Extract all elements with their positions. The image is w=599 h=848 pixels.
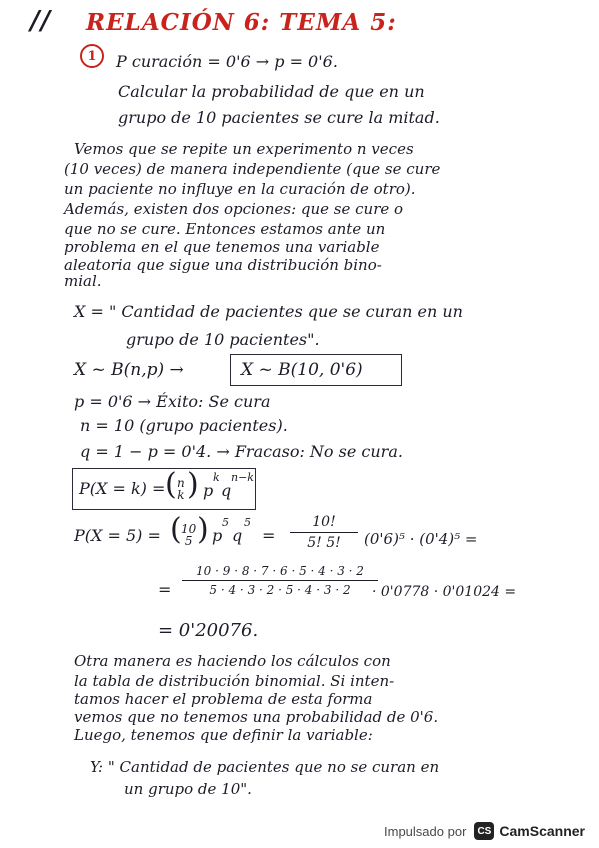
calc-frac1-bar	[290, 532, 358, 533]
problem-number-badge	[80, 44, 104, 68]
y-definition-line1: Y: " Cantidad de pacientes que no se curan en	[90, 758, 440, 776]
calc-binom-close: )	[197, 512, 209, 547]
x-definition-line1: X = " Cantidad de pacientes que se curan en un	[74, 302, 463, 321]
calc-q-exp: 5	[244, 516, 251, 529]
distribution-specific: X ~ B(10, 0'6)	[241, 360, 363, 380]
calc-binom-open: (	[170, 512, 182, 547]
formula-lhs: P(X = k) =	[79, 479, 166, 498]
calc-p: p	[212, 526, 223, 545]
explanation-line: (10 veces) de manera independiente (que se cure	[64, 160, 441, 178]
explanation-line: que no se cure. Entonces estamos ante un	[64, 220, 386, 238]
distribution-box	[230, 354, 402, 386]
formula-binom-top: n	[177, 476, 185, 490]
calc-binom	[181, 523, 196, 547]
calc-frac1-den: 5! 5!	[307, 535, 341, 551]
closing-line: vemos que no tenemos una probabilidad de 0'6.	[74, 708, 439, 726]
formula-q: q	[221, 481, 232, 500]
formula-binom-bottom: k	[177, 488, 185, 502]
explanation-line: Vemos que se repite un experimento n veces	[74, 140, 414, 158]
calc-lhs: P(X = 5) =	[74, 526, 161, 545]
explanation-line: mial.	[64, 272, 102, 290]
n-line: n = 10 (grupo pacientes).	[80, 416, 288, 435]
calc-p-exp: 5	[222, 516, 229, 529]
formula-binom-open: (	[165, 467, 177, 502]
calc-eq: =	[262, 526, 276, 545]
distribution-general: X ~ B(n,p) →	[74, 360, 184, 380]
problem-statement-line1: P curación = 0'6 → p = 0'6.	[116, 52, 338, 71]
formula-binom	[177, 477, 185, 501]
calc-q: q	[232, 526, 243, 545]
closing-line: tamos hacer el problema de esta forma	[74, 690, 373, 708]
p-success-line: p = 0'6 → Éxito: Se cura	[74, 392, 271, 411]
calc-fraction-expanded	[182, 564, 378, 597]
problem-number: 1	[87, 48, 97, 64]
calc-frac2-bar	[182, 580, 378, 581]
explanation-line: un paciente no influye en la curación de otro).	[64, 180, 416, 198]
calc-fraction-factorial	[290, 514, 358, 551]
formula-p-exp: k	[213, 471, 220, 484]
camscanner-badge-icon: CS	[474, 822, 494, 840]
formula-binom-close: )	[187, 467, 199, 502]
calc-powers: (0'6)⁵ · (0'4)⁵ =	[364, 530, 478, 548]
problem-statement-line3: grupo de 10 pacientes se cure la mitad.	[118, 108, 440, 127]
camscanner-watermark	[384, 822, 585, 840]
watermark-text: Impulsado por	[384, 823, 467, 839]
calc-line2-eq: =	[158, 580, 172, 599]
page-title: RELACIÓN 6: TEMA 5:	[86, 9, 397, 36]
camscanner-brand: CamScanner	[499, 823, 585, 839]
calc-binom-bottom: 5	[184, 534, 193, 548]
y-definition-line2: un grupo de 10".	[124, 780, 252, 798]
q-failure-line: q = 1 − p = 0'4. → Fracaso: No se cura.	[80, 442, 403, 461]
formula-q-exp: n−k	[231, 471, 254, 484]
camscanner-logo	[474, 822, 585, 840]
closing-line: Otra manera es haciendo los cálculos con	[74, 652, 391, 670]
explanation-line: Además, existen dos opciones: que se cure o	[64, 200, 404, 218]
calc-frac2-num: 10 · 9 · 8 · 7 · 6 · 5 · 4 · 3 · 2	[196, 564, 364, 578]
calc-line2-tail: · 0'0778 · 0'01024 =	[372, 584, 517, 600]
closing-line: Luego, tenemos que definir la variable:	[74, 726, 373, 744]
formula-p: p	[203, 481, 214, 500]
problem-statement-line2: Calcular la probabilidad de que en un	[118, 82, 425, 101]
closing-line: la tabla de distribución binomial. Si inten-	[74, 672, 395, 690]
header-marks: //	[30, 6, 51, 36]
calc-frac1-num: 10!	[312, 514, 336, 530]
calc-result: = 0'20076.	[158, 620, 259, 641]
calc-binom-top: 10	[181, 522, 197, 536]
x-definition-line2: grupo de 10 pacientes".	[126, 330, 320, 349]
explanation-line: aleatoria que sigue una distribución bino-	[64, 256, 382, 274]
binomial-formula-box	[72, 468, 256, 510]
calc-frac2-den: 5 · 4 · 3 · 2 · 5 · 4 · 3 · 2	[209, 583, 351, 597]
explanation-line: problema en el que tenemos una variable	[64, 238, 380, 256]
